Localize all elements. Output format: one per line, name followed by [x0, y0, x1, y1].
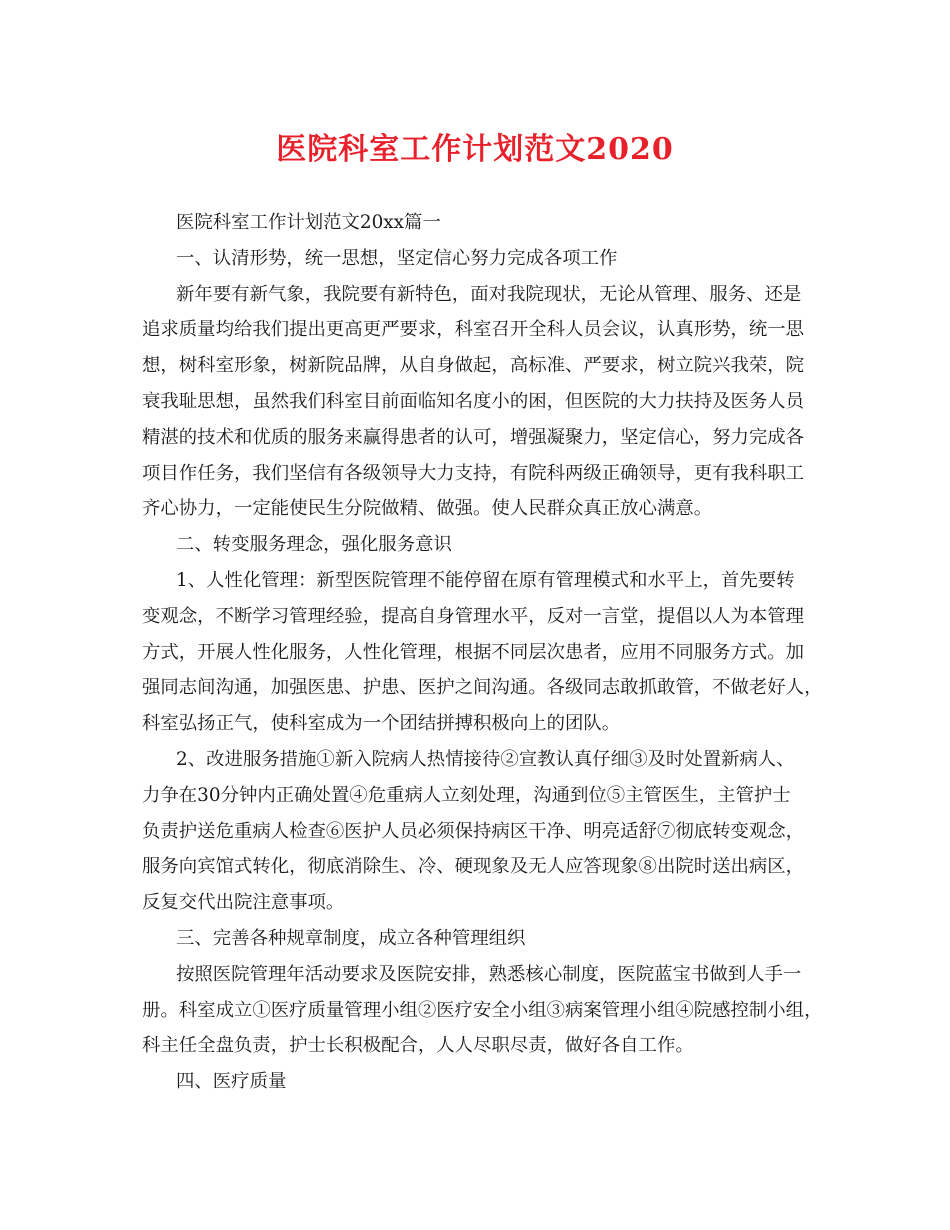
body-line: 医院科室工作计划范文20xx篇一 — [176, 212, 441, 233]
body-line: 负责护送危重病人检查⑥医护人员必须保持病区干净、明亮适舒⑦彻底转变观念， — [142, 820, 805, 842]
document-body — [142, 205, 822, 1100]
body-line: 新年要有新气象，我院要有新特色，面对我院现状，无论从管理、服务、还是 — [176, 283, 802, 305]
body-line: 1、人性化管理：新型医院管理不能停留在原有管理模式和水平上，首先要转 — [176, 569, 795, 591]
body-line: 变观念，不断学习管理经验，提高自身管理水平，反对一言堂，提倡以人为本管理 — [142, 605, 805, 627]
body-line: 反复交代出院注意事项。 — [142, 892, 345, 914]
body-line: 一、认清形势，统一思想，坚定信心努力完成各项工作 — [176, 247, 618, 269]
body-line: 精湛的技术和优质的服务来赢得患者的认可，增强凝聚力，坚定信心，努力完成各 — [142, 426, 805, 448]
body-line: 册。科室成立①医疗质量管理小组②医疗安全小组③病案管理小组④院感控制小组， — [142, 999, 823, 1021]
document-title: 医院科室工作计划范文2020 — [276, 132, 674, 167]
body-line: 二、转变服务理念，强化服务意识 — [176, 534, 452, 556]
body-line: 科室弘扬正气，使科室成为一个团结拼搏积极向上的团队。 — [142, 713, 621, 735]
body-line: 三、完善各种规章制度，成立各种管理组织 — [176, 927, 526, 949]
body-line: 服务向宾馆式转化，彻底消除生、冷、硬现象及无人应答现象⑧出院时送出病区， — [142, 856, 805, 878]
body-line: 项目作任务，我们坚信有各级领导大力支持，有院科两级正确领导，更有我科职工 — [142, 462, 805, 484]
body-line: 想，树科室形象，树新院品牌，从自身做起，高标准、严要求，树立院兴我荣，院 — [142, 355, 805, 377]
body-line: 科主任全盘负责，护士长积极配合，人人尽职尽责，做好各自工作。 — [142, 1035, 694, 1057]
body-line: 强同志间沟通，加强医患、护患、医护之间沟通。各级同志敢抓敢管，不做老好人， — [142, 677, 823, 699]
body-line: 追求质量均给我们提出更高更严要求，科室召开全科人员会议，认真形势，统一思 — [142, 319, 805, 341]
body-line: 方式，开展人性化服务，人性化管理，根据不同层次患者，应用不同服务方式。加 — [142, 641, 805, 663]
body-line: 按照医院管理年活动要求及医院安排，熟悉核心制度，医院蓝宝书做到人手一 — [176, 963, 802, 985]
body-line: 力争在30分钟内正确处置④危重病人立刻处理，沟通到位⑤主管医生，主管护士 — [142, 784, 791, 806]
body-line: 齐心协力，一定能使民生分院做精、做强。使人民群众真正放心满意。 — [142, 498, 713, 520]
body-line: 衰我耻思想，虽然我们科室目前面临知名度小的困，但医院的大力扶持及医务人员 — [142, 390, 805, 412]
body-line: 四、医疗质量 — [176, 1071, 287, 1093]
body-line: 2、改进服务措施①新入院病人热情接待②宣教认真仔细③及时处置新病人、 — [176, 748, 795, 770]
